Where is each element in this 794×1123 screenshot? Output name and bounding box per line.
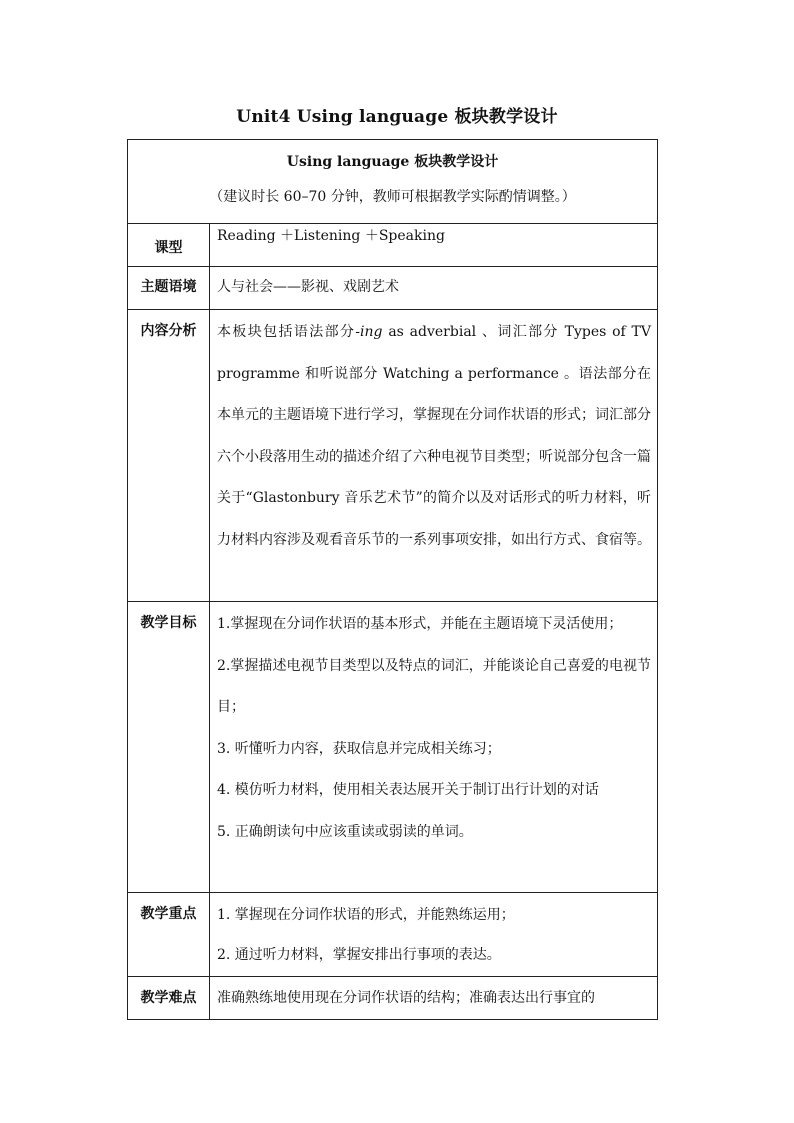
course-type-label: 课型 xyxy=(154,240,183,256)
key-points-label: 教学重点 xyxy=(140,906,197,922)
list-item: 5. 正确朗读句中应该重读或弱读的单词。 xyxy=(217,823,473,840)
course-type-value: Reading ＋Listening ＋Speaking xyxy=(217,228,445,244)
table-row xyxy=(128,310,658,602)
theme-context-value: 人与社会——影视、戏剧艺术 xyxy=(217,279,399,295)
table-header-row xyxy=(128,140,658,224)
difficulty-value: 准确熟练地使用现在分词作状语的结构；准确表达出行事宜的 xyxy=(217,990,595,1006)
table-row xyxy=(128,224,658,267)
list-item: 3. 听懂听力内容，获取信息并完成相关练习； xyxy=(217,740,501,757)
table-row xyxy=(128,267,658,310)
document-title: Unit4 Using language 板块教学设计 xyxy=(236,107,558,127)
analysis-italic-suffix: ing xyxy=(360,324,383,340)
list-item: 2.掌握描述电视节目类型以及特点的词汇，并能谈论自己喜爱的电视节目； xyxy=(217,657,651,715)
list-item: 4. 模仿听力材料，使用相关表达展开关于制订出行计划的对话 xyxy=(217,782,599,798)
table-row xyxy=(128,893,658,977)
table-row xyxy=(128,602,658,893)
analysis-text-rest: as adverbial 、词汇部分 Types of TV programme 和听说部分 Watching a performance 。语法部分在本单元的主题语境下进行学习，掌握现在分词作状语的形式；词汇部分六个小段落用生动的描述介绍了六种电视节目类型；听说部分包含一篇关于“Glastonbury 音乐艺术节”的简介以及对话形式的听力材料，听力材料内容涉及观看音乐节的一系列事项安排，如出行方式、食宿等。 xyxy=(217,324,651,548)
table-header-title: Using language 板块教学设计 xyxy=(286,154,499,170)
table-header-cell xyxy=(128,140,658,224)
list-item: 2. 通过听力材料，掌握安排出行事项的表达。 xyxy=(217,947,501,963)
lesson-plan-table xyxy=(127,139,658,1020)
list-item: 1.掌握现在分词作状语的基本形式，并能在主题语境下灵活使用； xyxy=(217,616,623,632)
content-analysis-label: 内容分析 xyxy=(140,323,197,339)
key-points-list xyxy=(210,893,657,975)
theme-context-label: 主题语境 xyxy=(140,279,197,295)
teaching-goals-label: 教学目标 xyxy=(140,615,197,631)
teaching-goals-list xyxy=(210,602,657,853)
table-header-note: （建议时长 60–70 分钟，教师可根据教学实际酌情调整。） xyxy=(209,189,576,205)
difficulty-label: 教学难点 xyxy=(140,990,197,1006)
list-item: 1. 掌握现在分词作状语的形式，并能熟练运用； xyxy=(217,907,515,923)
content-analysis-text xyxy=(210,310,657,561)
analysis-text-start: 本板块包括语法部分- xyxy=(217,324,361,340)
table-row xyxy=(128,977,658,1020)
